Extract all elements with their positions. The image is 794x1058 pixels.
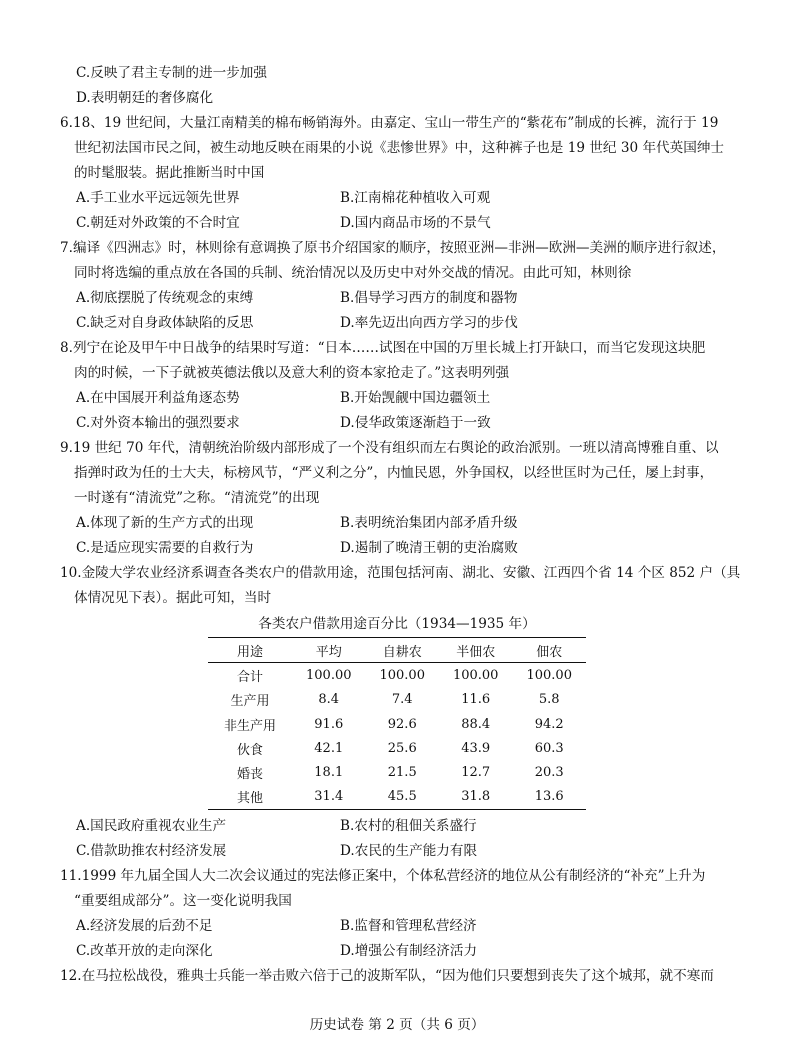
q8-option-d: D.侵华政策逐渐趋于一致 [340, 415, 491, 431]
table-row [208, 688, 586, 712]
q11-stem-line-1: 11.1999 年九届全国人大二次会议通过的宪法修正案中，个体私营经济的地位从公有制经济的“补充”上升为 [60, 868, 706, 884]
q7-stem-line-2: 同时将选编的重点放在各国的兵制、统治情况以及历史中对外交战的情况。由此可知，林则徐 [74, 265, 632, 281]
table-row [208, 785, 586, 810]
q12-stem-line-1: 12.在马拉松战役，雅典士兵能一举击败六倍于己的波斯军队，“因为他们只要想到丧失了这个城邦，就不寒而 [60, 968, 714, 984]
q6-option-b: B.江南棉花种植收入可观 [340, 190, 491, 206]
table-cell: 25.6 [387, 740, 417, 756]
table-cell: 7.4 [391, 692, 413, 708]
q10-stem-line-1: 10.金陵大学农业经济系调查各类农户的借款用途，范围包括河南、湖北、安徽、江西四个省 14 个区 852 户（具 [60, 565, 741, 581]
q9-stem-line-1: 9.19 世纪 70 年代，清朝统治阶级内部形成了一个没有组织而左右舆论的政治派别。一班以清高博雅自重、以 [60, 440, 719, 456]
table-cell: 11.6 [461, 692, 491, 708]
q7-option-c: C.缺乏对自身政体缺陷的反思 [76, 315, 254, 331]
q7-stem-line-1: 7.编译《四洲志》时，林则徐有意调换了原书介绍国家的顺序，按照亚洲—非洲—欧洲—美洲的顺序进行叙述， [60, 240, 726, 256]
q5-option-d: D.表明朝廷的奢侈腐化 [76, 90, 214, 106]
q7-option-b: B.倡导学习西方的制度和器物 [340, 290, 518, 306]
q8-option-a: A.在中国展开利益角逐态势 [76, 390, 240, 406]
q8-stem-line-2: 肉的时候，一下子就被英德法俄以及意大利的资本家抢走了。”这表明列强 [74, 365, 510, 381]
table-cell: 31.4 [292, 785, 365, 810]
table-row [208, 712, 586, 736]
table-cell: 合计 [237, 669, 264, 685]
table-header-cell: 自耕农 [366, 638, 439, 663]
table-cell: 100.00 [452, 667, 499, 683]
q11-stem-line-2: “重要组成部分”。这一变化说明我国 [74, 893, 292, 909]
table-cell: 100.00 [526, 667, 572, 683]
table-cell: 18.1 [314, 765, 344, 781]
table-cell: 8.4 [318, 692, 340, 708]
q6-option-c: C.朝廷对外政策的不合时宜 [76, 215, 240, 231]
table-cell: 100.00 [306, 667, 352, 683]
q11-option-d: D.增强公有制经济活力 [340, 943, 478, 959]
q6-stem-line-1: 6.18、19 世纪间，大量江南精美的棉布畅销海外。由嘉定、宝山一带生产的“紫花布”制成的长裤，流行于 19 [60, 115, 719, 131]
table-cell: 20.3 [534, 765, 564, 781]
table-cell: 生产用 [230, 694, 270, 710]
table-cell: 13.6 [512, 785, 586, 810]
q6-option-d: D.国内商品市场的不景气 [340, 215, 491, 231]
table-row [208, 760, 586, 784]
q8-option-b: B.开始觊觎中国边疆领土 [340, 390, 491, 406]
q9-option-a: A.体现了新的生产方式的出现 [76, 515, 254, 531]
table-row [208, 663, 586, 688]
table-cell: 45.5 [366, 785, 439, 810]
table-header-cell: 平均 [292, 638, 365, 663]
q10-option-c: C.借款助推农村经济发展 [76, 843, 227, 859]
table-cell: 21.5 [387, 765, 417, 781]
q11-option-b: B.监督和管理私营经济 [340, 918, 477, 934]
table-cell: 88.4 [461, 716, 491, 732]
table-header-cell: 用途 [208, 638, 292, 663]
q6-stem-line-3: 的时髦服装。据此推断当时中国 [74, 165, 265, 181]
table-row [208, 736, 586, 760]
q6-stem-line-2: 世纪初法国市民之间，被生动地反映在雨果的小说《悲惨世界》中，这种裤子也是 19 世纪 30 年代英国绅士 [74, 140, 725, 156]
table-cell: 婚丧 [237, 767, 264, 783]
q9-stem-line-3: 一时遂有“清流党”之称。“清流党”的出现 [74, 490, 320, 506]
table-cell: 伙食 [237, 742, 264, 758]
q10-option-a: A.国民政府重视农业生产 [76, 818, 227, 834]
table-cell: 31.8 [439, 785, 512, 810]
table-caption: 各类农户借款用途百分比（1934—1935 年） [258, 616, 536, 632]
q10-option-d: D.农民的生产能力有限 [340, 843, 478, 859]
q9-option-d: D.遏制了晚清王朝的吏治腐败 [340, 540, 518, 556]
q9-stem-line-2: 指弹时政为任的士大夫，标榜风节，“严义利之分”，内恤民恩，外争国权，以经世匡时为己任，屡上封事， [74, 465, 714, 481]
q6-option-a: A.手工业水平远远领先世界 [76, 190, 240, 206]
table-cell: 12.7 [461, 765, 491, 781]
table-cell: 92.6 [387, 716, 417, 732]
q11-option-a: A.经济发展的后劲不足 [76, 918, 213, 934]
table-cell: 60.3 [534, 740, 564, 756]
table-header-cell: 佃农 [512, 638, 586, 663]
q8-option-c: C.对外资本输出的强烈要求 [76, 415, 240, 431]
table-cell: 91.6 [314, 716, 344, 732]
q5-option-c: C.反映了君主专制的进一步加强 [76, 65, 267, 81]
q9-option-c: C.是适应现实需要的自救行为 [76, 540, 254, 556]
q9-option-b: B.表明统治集团内部矛盾升级 [340, 515, 518, 531]
table-cell: 94.2 [534, 716, 564, 732]
q11-option-c: C.改革开放的走向深化 [76, 943, 213, 959]
q8-stem-line-1: 8.列宁在论及甲午中日战争的结果时写道：“日本……试图在中国的万里长城上打开缺口，而当它发现这块肥 [60, 340, 706, 356]
table-cell: 其他 [208, 785, 292, 810]
table-cell: 100.00 [379, 667, 425, 683]
table-cell: 5.8 [538, 692, 560, 708]
page-footer: 历史试卷 第 2 页（共 6 页） [309, 1017, 485, 1033]
q7-option-a: A.彻底摆脱了传统观念的束缚 [76, 290, 254, 306]
q7-option-d: D.率先迈出向西方学习的步伐 [340, 315, 518, 331]
q10-option-b: B.农村的租佃关系盛行 [340, 818, 477, 834]
table-header-cell: 半佃农 [439, 638, 512, 663]
q10-stem-line-2: 体情况见下表）。据此可知，当时 [74, 590, 272, 606]
table-cell: 42.1 [314, 740, 344, 756]
table-cell: 非生产用 [224, 718, 277, 734]
table-header-row [208, 638, 586, 663]
loan-usage-table [208, 637, 586, 810]
table-cell: 43.9 [461, 740, 491, 756]
